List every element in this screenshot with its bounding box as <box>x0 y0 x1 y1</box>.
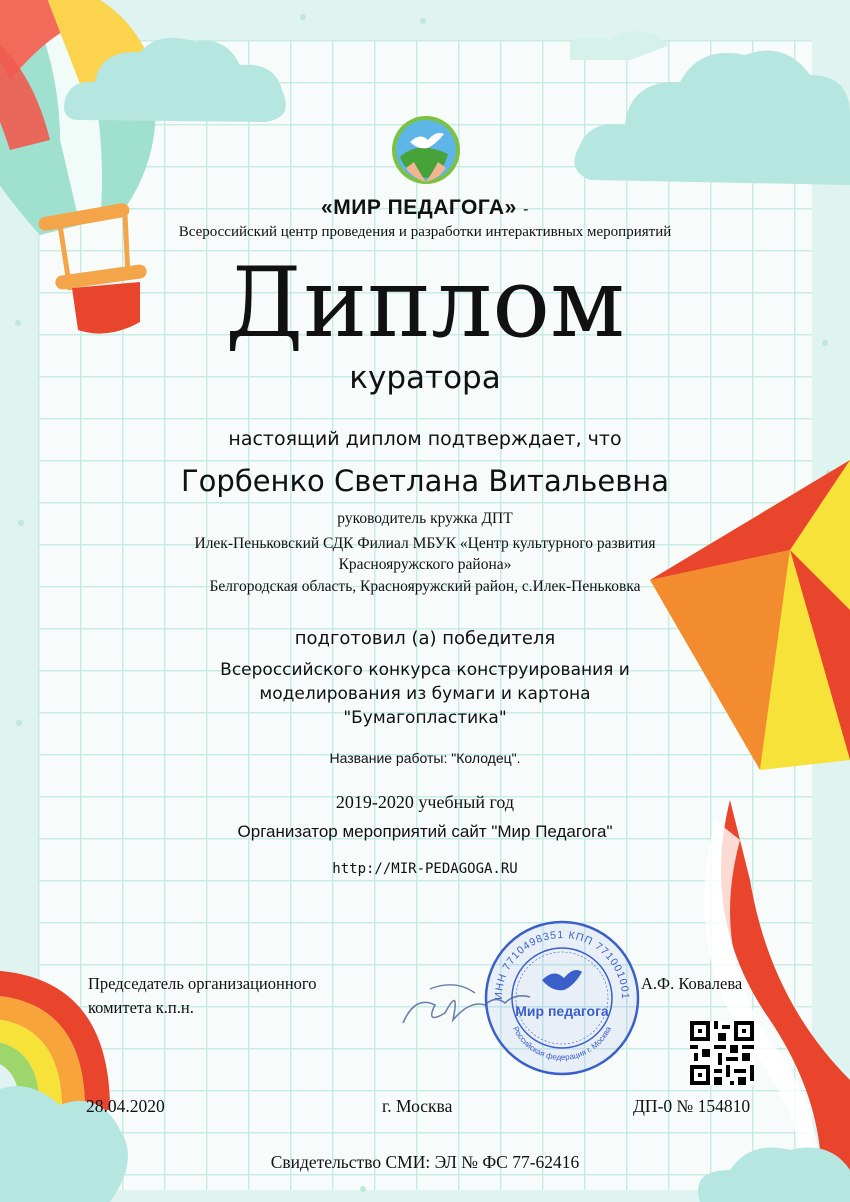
issue-date: 28.04.2020 <box>86 1096 165 1116</box>
contest-line: моделирования из бумаги и картона <box>259 684 591 704</box>
website-link[interactable]: http://MIR-PEDAGOGA.RU <box>332 861 518 877</box>
person-name: Горбенко Светлана Витальевна <box>180 464 670 498</box>
diploma-subtitle: куратора <box>349 360 501 396</box>
organizer-text: Организатор мероприятий сайт "Мир Педагога" <box>237 822 613 841</box>
role-line: Белгородская область, Краснояружский район, с.Илек-Пеньковка <box>209 578 641 595</box>
confirm-text: настоящий диплом подтверждает, что <box>228 428 622 450</box>
work-title: Название работы: "Колодец". <box>329 750 521 766</box>
contest-line: "Бумагопластика" <box>343 708 507 728</box>
contest-line: Всероссийского конкурса конструирования и <box>220 660 630 680</box>
organization-name-line <box>0 196 850 220</box>
organization-subtitle: Всероссийский центр проведения и разработки интерактивных мероприятий <box>178 224 672 240</box>
decor-dot <box>300 14 306 20</box>
school-year: 2019-2020 учебный год <box>335 792 515 812</box>
media-certificate: Свидетельство СМИ: ЭЛ № ФС 77-62416 <box>270 1152 580 1172</box>
decor-dot <box>360 1186 366 1192</box>
organization-name: «МИР ПЕДАГОГА» <box>321 196 517 219</box>
role-line: руководитель кружка ДПТ <box>337 510 513 527</box>
diploma-title: Диплом <box>225 247 625 359</box>
signer-name: А.Ф. Ковалева <box>641 974 743 993</box>
cloud-illustration <box>570 20 850 200</box>
issue-city: г. Москва <box>382 1096 453 1116</box>
kite-illustration <box>620 440 850 1202</box>
signer-position-line: комитета к.п.н. <box>88 998 194 1017</box>
diploma-number: ДП-0 № 154810 <box>633 1096 751 1116</box>
cloud-illustration <box>60 30 300 140</box>
organization-name-suffix: - <box>523 201 529 218</box>
stamp-bottom-text: Российская федерация г. Москва <box>510 1025 614 1063</box>
official-stamp <box>482 918 642 1078</box>
signer-position-line: Председатель организационного <box>88 974 317 993</box>
prepared-text: подготовил (а) победителя <box>294 628 556 649</box>
role-line: Илек-Пеньковский СДК Филиал МБУК «Центр культурного развития <box>194 535 656 552</box>
decor-dot <box>420 18 426 24</box>
qr-code[interactable] <box>690 1021 754 1085</box>
stamp-top-text: ИНН 7710498351 КПП 771001001 <box>492 928 632 1000</box>
role-line: Краснояружского района» <box>338 556 512 573</box>
stamp-center-text: Мир педагога <box>515 1003 609 1019</box>
mir-pedagoga-logo <box>388 112 464 188</box>
